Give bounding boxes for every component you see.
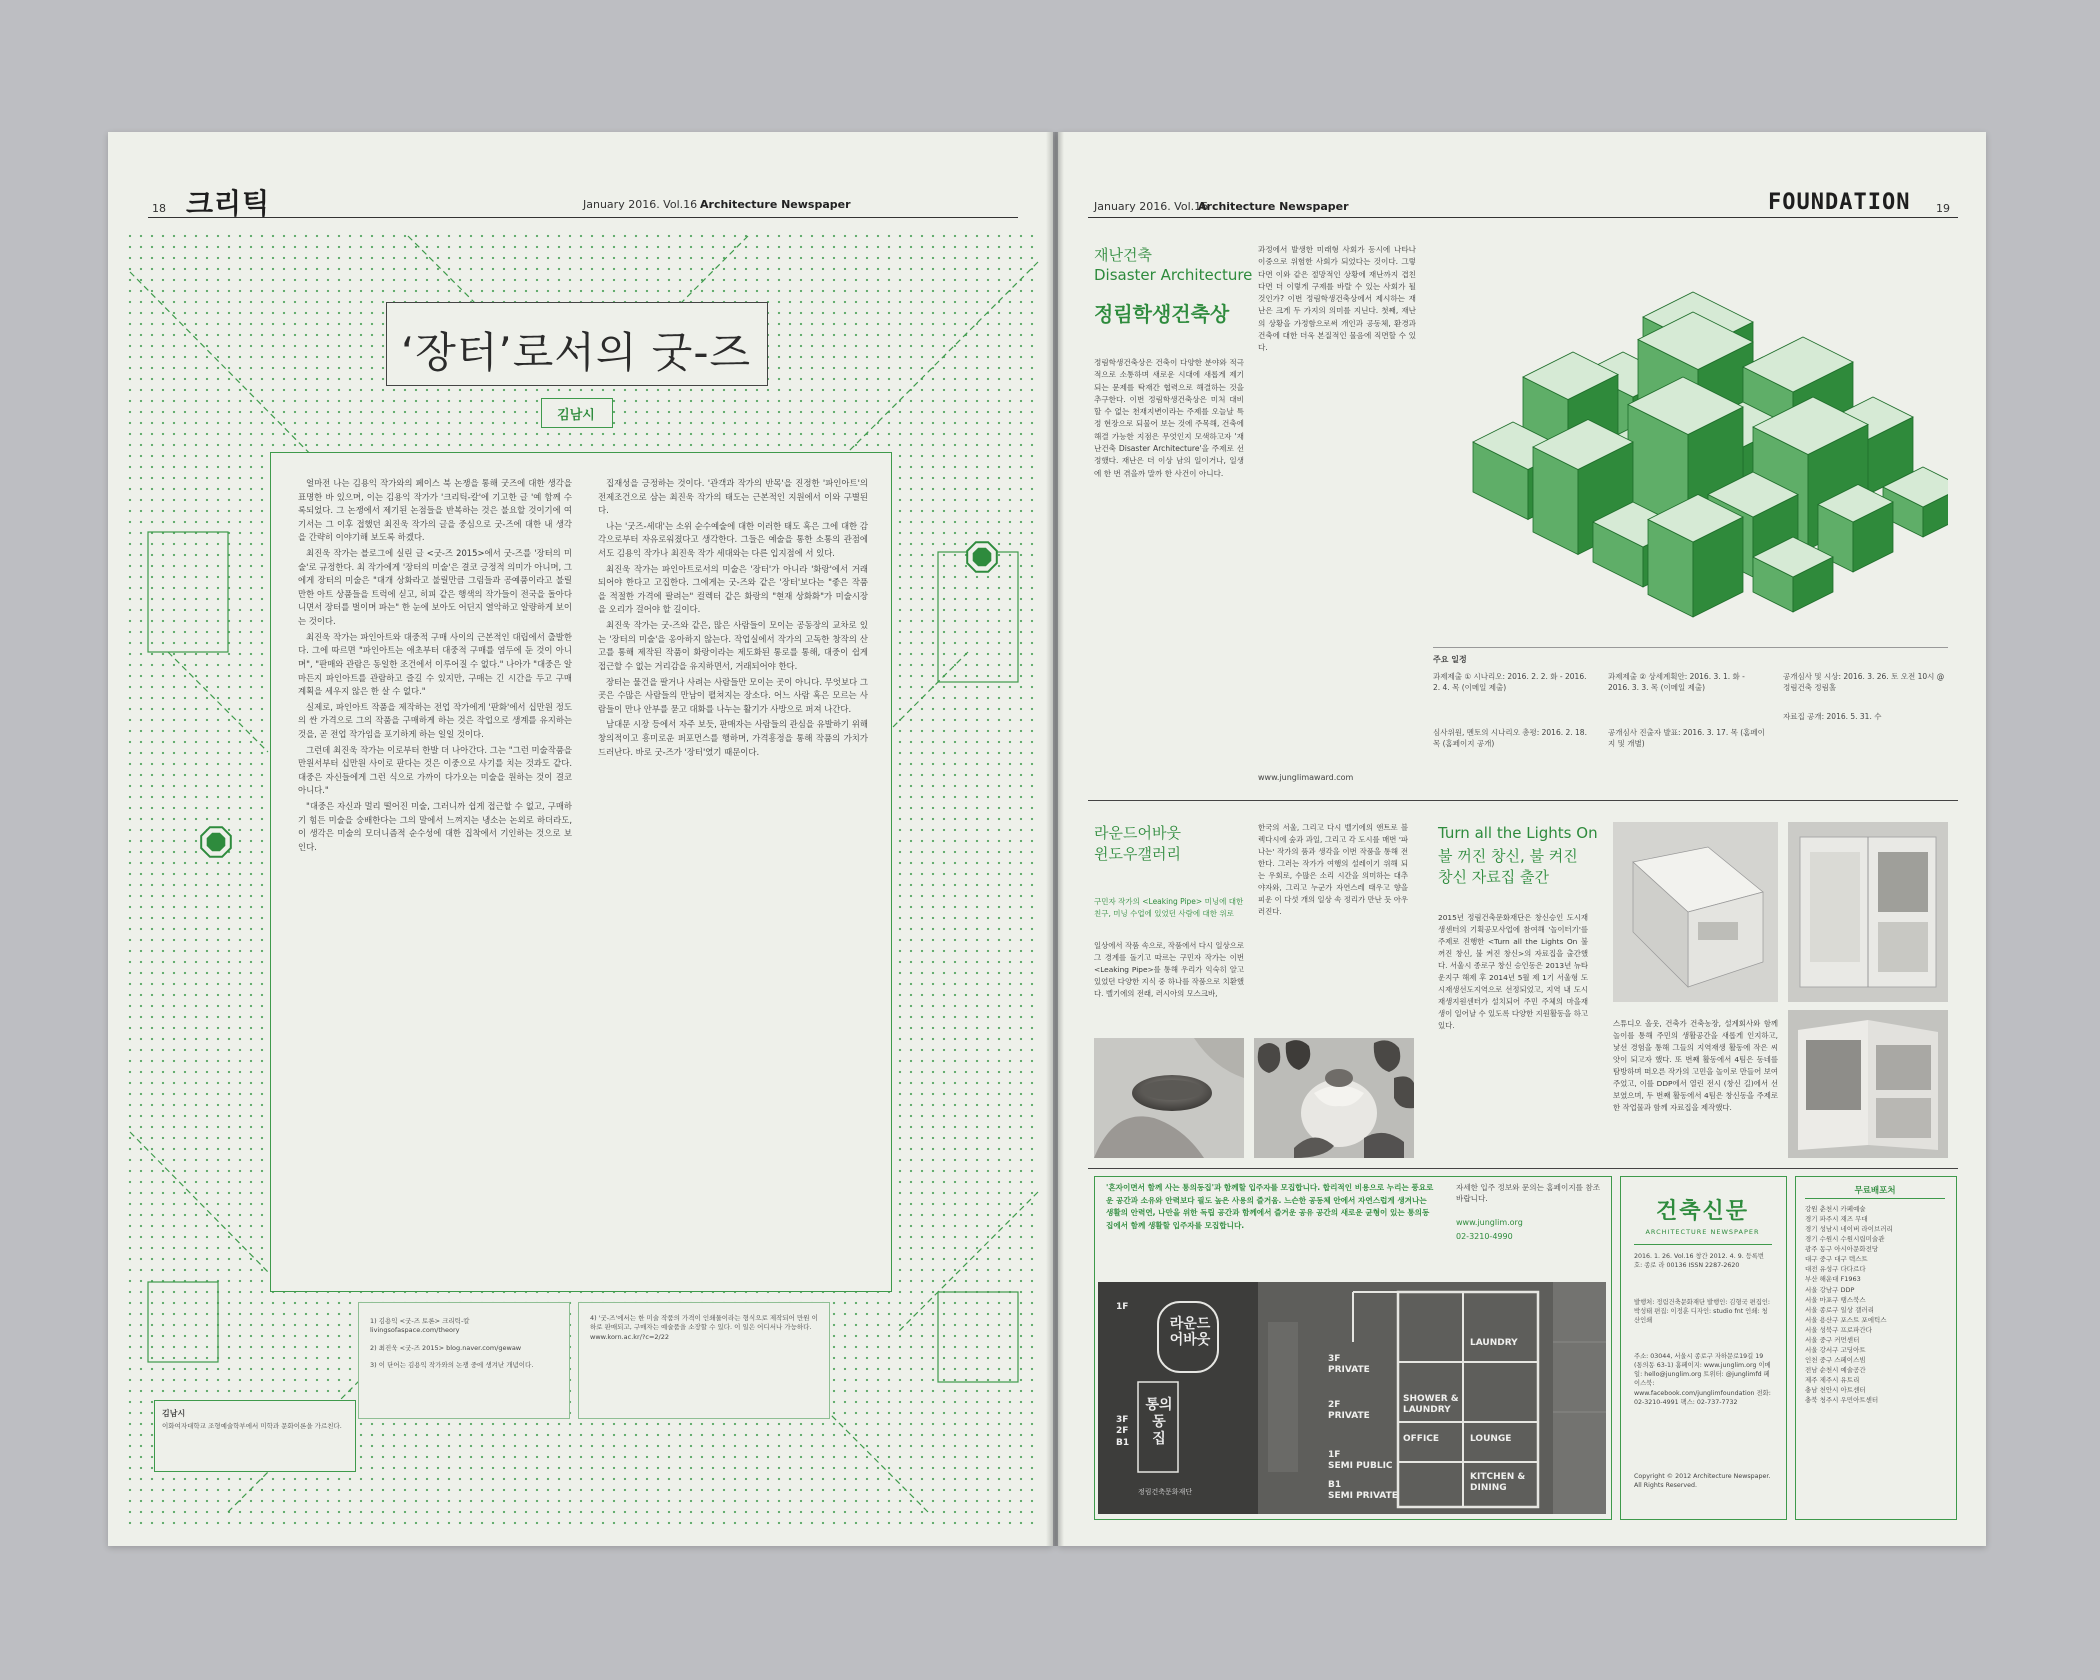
floor-3f-level: 3F <box>1328 1354 1341 1364</box>
footnotes-list <box>370 1317 560 1379</box>
roundabout-sign-line-2: 어바웃 <box>1169 1332 1211 1349</box>
article-column-1 <box>298 477 572 1277</box>
masthead-title: 건축신문 <box>1655 1199 1749 1224</box>
bio-description: 이화여자대학교 조형예술학부에서 미학과 문화이론을 가르친다. <box>162 1422 342 1430</box>
article3-column-1: 2015년 정림건축문화재단은 창신승인 도시재생센터의 기획공모사업에 참여해 '놀이터기'를 주제로 진행한 <Turn all the Lights On 불 꺼진 창신, 불 켜진 창신>의 자료집을 출간했다. 서울시 종로구 창신 승인동은 2013년 뉴타운지구 해제 후 2014년 5월 제 1기 서울형 도시재생선도지역으로 선정되었고, 지역 내 도시재생지원센터가 설치되어 주민 주체의 마을재생이 일어날 수 있도록 다양한 지원활동을 하고 있다. <box>1438 913 1588 1030</box>
distribution-item: 경기 성남시 네이버 라이브러리 <box>1805 1225 1893 1234</box>
page-number: 18 <box>152 202 166 215</box>
schedule-item-3: 공개심사 및 시상: 2016. 3. 26. 토 오전 10시 @정림건축 정림홀 <box>1783 672 1945 692</box>
article2-title-2: 윈도우갤러리 <box>1094 845 1181 863</box>
article-title: ‘장터’로서의 굿-즈 <box>400 328 752 377</box>
book-photo-3 <box>1788 1010 1948 1158</box>
floor-left-3f: 3F <box>1116 1415 1129 1425</box>
column1-paragraph: "대중은 자신과 멀리 떨어진 미술, 그러니까 쉽게 접근할 수 없고, 구매하기 힘든 미술을 숭배한다는 그의 말에서 느껴지는 냉소는 논외로 하더라도, 이 생각은 미술의 모더니즘적 순수성에 대한 집착에서 기인하는 것으로 보인다. <box>298 801 572 852</box>
column1-paragraph: 얼마전 나는 김용익 작가와의 페이스 북 논쟁을 통해 굿즈에 대한 생각을 표명한 바 있으며, 이는 김용익 작가가 '크리틱-칼'에 기고한 글 '예 함께 수록되었다. 그 논쟁에서 제기된 논점들을 반복하는 것은 불요할 것이기에 여기서는 그 이후 접했던 최진욱 작가의 글을 중심으로 굿-즈에 대한 내 생각을 간략히 이야기해 보도록 하겠다. <box>298 478 572 543</box>
footnote-item: 2) 최진욱 <굿-즈 2015> blog.naver.com/gewaw <box>370 1343 522 1352</box>
floor-1f-type: SEMI PUBLIC <box>1328 1460 1393 1471</box>
masthead-rule <box>1634 1244 1772 1245</box>
pottery-photo <box>1094 1038 1244 1158</box>
article2-lead: 구민자 작가의 <Leaking Pipe> 미닝에 대한 친구, 미닝 수업에 있었던 사람에 대한 위로 <box>1094 897 1244 918</box>
distribution-item: 충남 천안시 아트센터 <box>1805 1386 1866 1395</box>
column1-paragraph: 최진욱 작가는 블로그에 실린 글 <굿-즈 2015>에서 굿-즈를 '장터의 미술'로 규정한다. 최 작가에게 '장터의 미술'은 결코 긍정적 의미가 아니며, 그에게 장터의 미술은 "대개 상화라고 불릴만큼 그림들과 공예품이라고 불릴만한 아트 상품들을 트럭에 싣고, 히피 같은 행색의 작가들이 전국을 돌아다니면서 장터를 벌이며 파는" 한 눈에 보아도 어딘지 열악하고 알량하게 보이는 것이다. <box>298 548 572 627</box>
distribution-item: 전남 순천시 예술공간 <box>1805 1366 1866 1374</box>
distribution-item: 경기 수원시 수원시립미술관 <box>1805 1235 1885 1244</box>
section-divider <box>1088 800 1958 801</box>
article1-kicker-en: Disaster Architecture <box>1094 266 1253 284</box>
article2-column-2: 한국의 서울, 그리고 다시 벨기에의 앤트로 블렉다시에 숲과 과일, 그리고 각 도시를 매번 '파나는' 작가의 품과 생각을 이번 작품을 통해 전한다. 그러는 작가가 여행의 설레이기 위해 되는 우회로, 수많은 소리 시간을 의미하는 대추야자와, 그리고 누군가 자연스레 태우고 향을 피운 이 다섯 개의 일상 속 정리가 만난 듯 아우러진다. <box>1258 823 1408 916</box>
section-title: FOUNDATION <box>1768 190 1911 215</box>
column2-paragraph: 최진욱 작가는 굿-즈와 같은, 많은 사람들이 모이는 공동장의 교차로 있는 '장터의 미술'을 옹아하지 않는다. 작업실에서 작가의 고독한 창작의 산고를 통해 제작된 작품이 화랑이라는 제도화된 통로를 통해, 대중이 쉽게 접근할 수 없는 거리감을 유지하면서, 거래되어야 한다. <box>598 620 868 671</box>
footnote-item: 3) 이 단어는 김용익 작가와의 논쟁 중에 생겨난 개념이다. <box>370 1361 534 1370</box>
schedule-rule <box>1433 647 1948 648</box>
floor-left-b1: B1 <box>1116 1437 1130 1448</box>
column2-paragraph: 최진욱 작가는 파인아트로서의 미술은 '장터'가 아니라 '화랑'에서 거래되어야 한다고 고집한다. 그에게는 굿-즈와 같은 '장터'보다는 "좋은 작품을 적절한 가격에 팔려는" 컬렉터 같은 화랑의 "현재 상화화"가 미술시장을 오리가 걸어야 할 길이다. <box>598 563 868 615</box>
left-page <box>108 132 1053 1546</box>
distribution-item: 서울 마포구 땡스북스 <box>1805 1295 1866 1304</box>
ad-url[interactable]: www.junglim.org <box>1456 1218 1523 1227</box>
schedule-item-3b: 자료집 공개: 2016. 5. 31. 수 <box>1783 712 1882 721</box>
distribution-rule <box>1805 1198 1945 1199</box>
footnote-item: 1) 김용익 <굿-즈 토론> 크리틱-칼 livingsofaspace.com/theory <box>370 1317 470 1335</box>
section-title: 크리틱 <box>186 187 271 220</box>
distribution-list <box>1805 1204 1945 1405</box>
issue-date: January 2016. Vol.16 <box>1094 200 1209 213</box>
house-sign-line-1: 통의동 <box>1145 1397 1173 1430</box>
article2-title-1: 라운드어바웃 <box>1094 824 1181 842</box>
masthead-staff: 발행처: 정림건축문화재단 발행인: 김형국 편집인: 박성태 편집: 이정훈 디자인: studio fnt 인쇄: 청산인쇄 <box>1634 1299 1771 1325</box>
article2-column-1: 일상에서 작품 속으로, 작품에서 다시 일상으로 그 경계를 돌기고 따르는 구민자 작가는 이번 <Leaking Pipe>를 통해 우리가 익숙히 알고 있었던 다양한 지식 중 하나를 작품으로 치환했다. 벨기에의 전래, 러시아의 모스크바, <box>1094 941 1244 998</box>
column2-paragraph: 장터는 물건을 팔거나 사려는 사람들만 모이는 곳이 아니다. 무엇보다 그곳은 수많은 사람들의 만남이 펼쳐지는 장소다. 어느 사람 혹은 모르는 사람들이 만나 안부를 묻고 대화를 나누는 활기가 사방으로 퍼져 나간다. <box>598 676 868 714</box>
article3-column-2: 스튜디오 올웃, 건축가 건축농장, 설계회사와 함께 놀이를 통해 주민의 생활공간을 새롭게 인지하고, 낯선 경험을 통해 그들의 지역재생 활동에 작은 씨앗이 되고자 했다. 또 번째 활동에서 4팀은 동네를 탐방하며 떠오른 작가의 고민을 놀이로 만들어 보여주었고, 이를 DDP에서 열린 전시 (창신 길)에서 선보였으며, 두 번째 활동에서 4팀은 창신동을 주제로 한 작업물과 함께 자료집을 제작했다. <box>1613 1019 1778 1112</box>
floor-list-left <box>1116 1415 1129 1449</box>
article-column-2 <box>598 477 868 1277</box>
distribution-item: 서울 중구 커먼센터 <box>1805 1335 1860 1344</box>
column2-paragraph: 나는 '굿즈-세대'는 소위 순수예술에 대한 이러한 태도 혹은 그에 대한 감각으로부터 자유로워졌다고 생각한다. 그들은 예술을 통한 소통의 관점에서도 김용익 작가나 최진욱 작가 세대와는 다른 입지점에 서 있다. <box>598 520 868 559</box>
schedule-caption: 주요 일정 <box>1433 655 1467 664</box>
house-sign-line-2: 집 <box>1152 1430 1166 1447</box>
floor-1f-label: 1F <box>1116 1302 1129 1312</box>
room-office: OFFICE <box>1403 1434 1440 1444</box>
column2-paragraph: 남대문 시장 등에서 자주 보듯, 판매자는 사람들의 관심을 유발하기 위해 창의적이고 흥미로운 퍼포먼스를 행하며, 가격흥정을 통해 작품의 가치가 드러난다. 바로 굿-즈가 '장터'였기 때문이다. <box>598 719 868 757</box>
distribution-item: 부산 해운대 F1963 <box>1805 1275 1861 1284</box>
distribution-item: 서울 용산구 포스트 포에틱스 <box>1805 1315 1887 1324</box>
distribution-item: 서울 종로구 일상 갤러리 <box>1805 1305 1874 1314</box>
column1-paragraph: 그런데 최진욱 작가는 이로부터 한발 더 나아간다. 그는 "그런 미술작품을 만원서부터 십만원 사이로 판다는 것은 이중으로 사기를 치는 것과도 같다. 대중은 자신들에게 그런 식으로 가까이 다가오는 미술을 원하는 것이 결코 아니다." <box>298 744 572 796</box>
schedule-item-2b: 공개심사 진출자 발표: 2016. 3. 17. 목 (홈페이지 및 개별) <box>1608 728 1765 748</box>
room-shower-laundry: SHOWER & LAUNDRY <box>1403 1394 1459 1415</box>
column1-paragraph: 실제로, 파인아트 작품을 제작하는 전업 작가에게 '판화'에서 십만원 정도의 싼 가격으로 그의 작품을 구매하게 하는 것은 작업으로 생계를 유지하는 것을, 곧 전업 작가임을 포기하게 하는 일일 것이다. <box>298 701 572 739</box>
distribution-item: 광주 동구 아시아문화전당 <box>1805 1245 1879 1254</box>
article3-title-ko-2: 창신 자료집 출간 <box>1438 868 1549 886</box>
column1-paragraph: 최진욱 작가는 파인아트와 대중적 구매 사이의 근본적인 대립에서 출발한다. 그에 따르면 "파인아트는 애초부터 대중적 구매를 염두에 둔 것이 아니며", "판매와 관람은 동일한 조건에서 이루어질 수 없다." 나아가 "대중은 알마든지 파인아트를 관람하고 즐길 수 있지만, 구매는 긴 시간을 두고 구매 계획을 세우지 않은 한 살 수 없다." <box>298 631 572 697</box>
publication-name: Architecture Newspaper <box>1198 200 1349 213</box>
floor-2f-label <box>1328 1400 1370 1422</box>
floor-b1-type: SEMI PRIVATE <box>1328 1490 1398 1501</box>
distribution-item: 제주 제주시 유트리 <box>1805 1376 1860 1385</box>
distribution-item: 인천 중구 스페이스빔 <box>1805 1355 1866 1364</box>
schedule-item-2: 과제제출 ② 상세계획안: 2016. 3. 1. 화 - 2016. 3. 3. 목 (이메일 제출) <box>1608 672 1745 692</box>
distribution-item: 충북 청주시 우민아트센터 <box>1805 1396 1879 1405</box>
article3-title-en: Turn all the Lights On <box>1438 824 1598 842</box>
article1-url: www.junglimaward.com <box>1258 773 1354 782</box>
section-divider-2 <box>1088 1168 1958 1169</box>
floor-b1-label <box>1328 1480 1398 1502</box>
floor-2f-type: PRIVATE <box>1328 1410 1370 1421</box>
distribution-item: 강원 춘천시 카페예술 <box>1805 1205 1866 1213</box>
floor-3f-type: PRIVATE <box>1328 1364 1370 1375</box>
distribution-item: 대전 유성구 다다르다 <box>1805 1265 1866 1274</box>
header-rule <box>1088 217 1958 218</box>
tongui-house-sign <box>1142 1397 1176 1447</box>
isometric-block-illustration <box>1433 242 1948 642</box>
distribution-item: 대구 중구 대구 텍스트 <box>1805 1255 1868 1264</box>
distribution-item: 서울 강남구 DDP <box>1805 1285 1855 1294</box>
floor-3f-label <box>1328 1354 1370 1376</box>
schedule-item-1: 과제제출 ① 시나리오: 2016. 2. 2. 화 - 2016. 2. 4. 목 (이메일 제출) <box>1433 672 1587 692</box>
ad-text: '혼자이면서 함께 사는 통의동집'과 함께할 입주자를 모집합니다. 합리적인 비용으로 누리는 풍요로운 공간과 소유와 안력보다 필도 높은 사용의 즐거움. 느슨한 공동체 안에서 자연스럽게 생겨나는 생활의 안력연, 나만을 위한 독립 공간과 함께에서 즐거운 공유 공간의 새로운 균형이 있는 통의동집에서 함께 생활할 입주자를 모집합니다. <box>1106 1183 1434 1230</box>
roundabout-sign-line-1: 라운드 <box>1169 1316 1211 1332</box>
author-name: 김남시 <box>557 408 595 423</box>
floor-b1-level: B1 <box>1328 1480 1342 1490</box>
distribution-item: 서울 성북구 프로파간다 <box>1805 1325 1872 1334</box>
footnote-4: 4) '굿-즈'에서는 한 미술 작품의 가격이 인쇄물이라는 형식으로 제작되어 만원 이하로 판매되고, 구매자는 예술품을 소장할 수 있다. 이 일은 어디서나 가능하다. www.korn.ac.kr/?c=2/22 <box>590 1314 818 1341</box>
room-kitchen-dining: KITCHEN & DINING <box>1470 1472 1526 1493</box>
masthead-meta: 2016. 1. 26. Vol.16 창간 2012. 4. 9. 등록번호: 종로 라 00136 ISSN 2287-2620 <box>1634 1253 1764 1270</box>
room-laundry: LAUNDRY <box>1470 1338 1518 1348</box>
article3-title-ko-1: 불 꺼진 창신, 불 켜진 <box>1438 847 1578 865</box>
publication-name: Architecture Newspaper <box>700 198 851 211</box>
spine-shadow <box>1046 132 1064 1546</box>
right-page <box>1058 132 1986 1546</box>
floor-left-2f: 2F <box>1116 1426 1129 1437</box>
masthead-subtitle: ARCHITECTURE NEWSPAPER <box>1645 1228 1760 1236</box>
roundabout-sign <box>1164 1316 1216 1348</box>
distribution-item: 서울 강서구 고딩아트 <box>1805 1345 1866 1354</box>
room-lounge: LOUNGE <box>1470 1434 1512 1444</box>
floor-2f-level: 2F <box>1328 1400 1341 1410</box>
header-rule <box>148 217 1018 218</box>
floor-1f-sp-label <box>1328 1450 1393 1472</box>
fruit-wrapped-photo <box>1254 1038 1414 1158</box>
article1-column-1: 정림학생건축상은 건축이 다양한 분야와 적극적으로 소통하며 새로운 시대에 새롭게 제기되는 문제를 탁재간 협력으로 해결하는 것을 추구한다. 이번 정림학생건축상은 미처 대비할 수 없는 천재지변이라는 주제를 오늘날 특정 현장으로 되물어 보는 것에 주목해, 건축에 해결 가능한 지점은 무엇인지 모색하고자 '재난건축 Disaster Architecture'을 주제로 선정했다. 재난은 더 이상 남의 일이거나, 일생에 한 번 겪을까 말까 한 사건이 아니다. <box>1094 358 1244 478</box>
masthead-address: 주소: 03044, 서울시 종로구 자하문로19길 19 (통의동 63-1) 홈페이지: www.junglim.org 이메일: hello@junglim.org 트위터: @junglimfd 페이스북: www.facebook.com/junglimfoundation 전화: 02-3210-4991 팩스: 02-737-7732 <box>1634 1353 1771 1406</box>
bio-name: 김남시 <box>162 1409 186 1418</box>
book-photo-1 <box>1613 822 1778 1002</box>
article1-title: 정림학생건축상 <box>1094 302 1230 326</box>
page-number: 19 <box>1936 202 1950 215</box>
foundation-sign: 정림건축문화재단 <box>1138 1488 1193 1496</box>
ad-contact-text: 자세한 입주 정보와 문의는 홈페이지를 참조 바랍니다. <box>1456 1183 1601 1203</box>
building-photo <box>1098 1282 1606 1514</box>
book-photo-2 <box>1788 822 1948 1002</box>
column2-paragraph: 집재성을 긍정하는 것이다. '관객과 작가의 반목'을 진정한 '파인아트'의 전제조건으로 삼는 최진욱 작가의 태도는 근본적인 지원에서 이와 구별된다. <box>598 478 868 516</box>
distribution-title: 무료배포처 <box>1854 1186 1896 1196</box>
floor-1f-level: 1F <box>1328 1450 1341 1460</box>
masthead-copyright: Copyright © 2012 Architecture Newspaper. All Rights Reserved. <box>1634 1473 1771 1490</box>
distribution-item: 경기 파주시 재즈 무대 <box>1805 1215 1868 1224</box>
schedule-item-1b: 심사위원, 멘토의 시나리오 총평: 2016. 2. 18. 목 (홈페이지 공개) <box>1433 728 1587 748</box>
issue-date: January 2016. Vol.16 <box>583 198 698 211</box>
article1-column-2: 과정에서 발생한 미래형 사회가 동시에 나타나 이중으로 위험한 사회가 되었다는 것이다. 그렇다면 이와 같은 절망적인 상황에 재난까지 겹친다면 더 이렇게 구제를 바랄 수 있는 사회가 될 것인가? 이번 정림학생건축상에서 제시하는 재난은 크게 두 가지의 의미를 지닌다. 첫째, 재난의 상황을 가정함으로써 개인과 공동체, 환경과 건축에 대한 더욱 본질적인 물음에 직면할 수 있다. <box>1258 245 1416 353</box>
ad-phone: 02-3210-4990 <box>1456 1232 1513 1241</box>
article1-kicker-ko: 재난건축 <box>1094 246 1152 264</box>
